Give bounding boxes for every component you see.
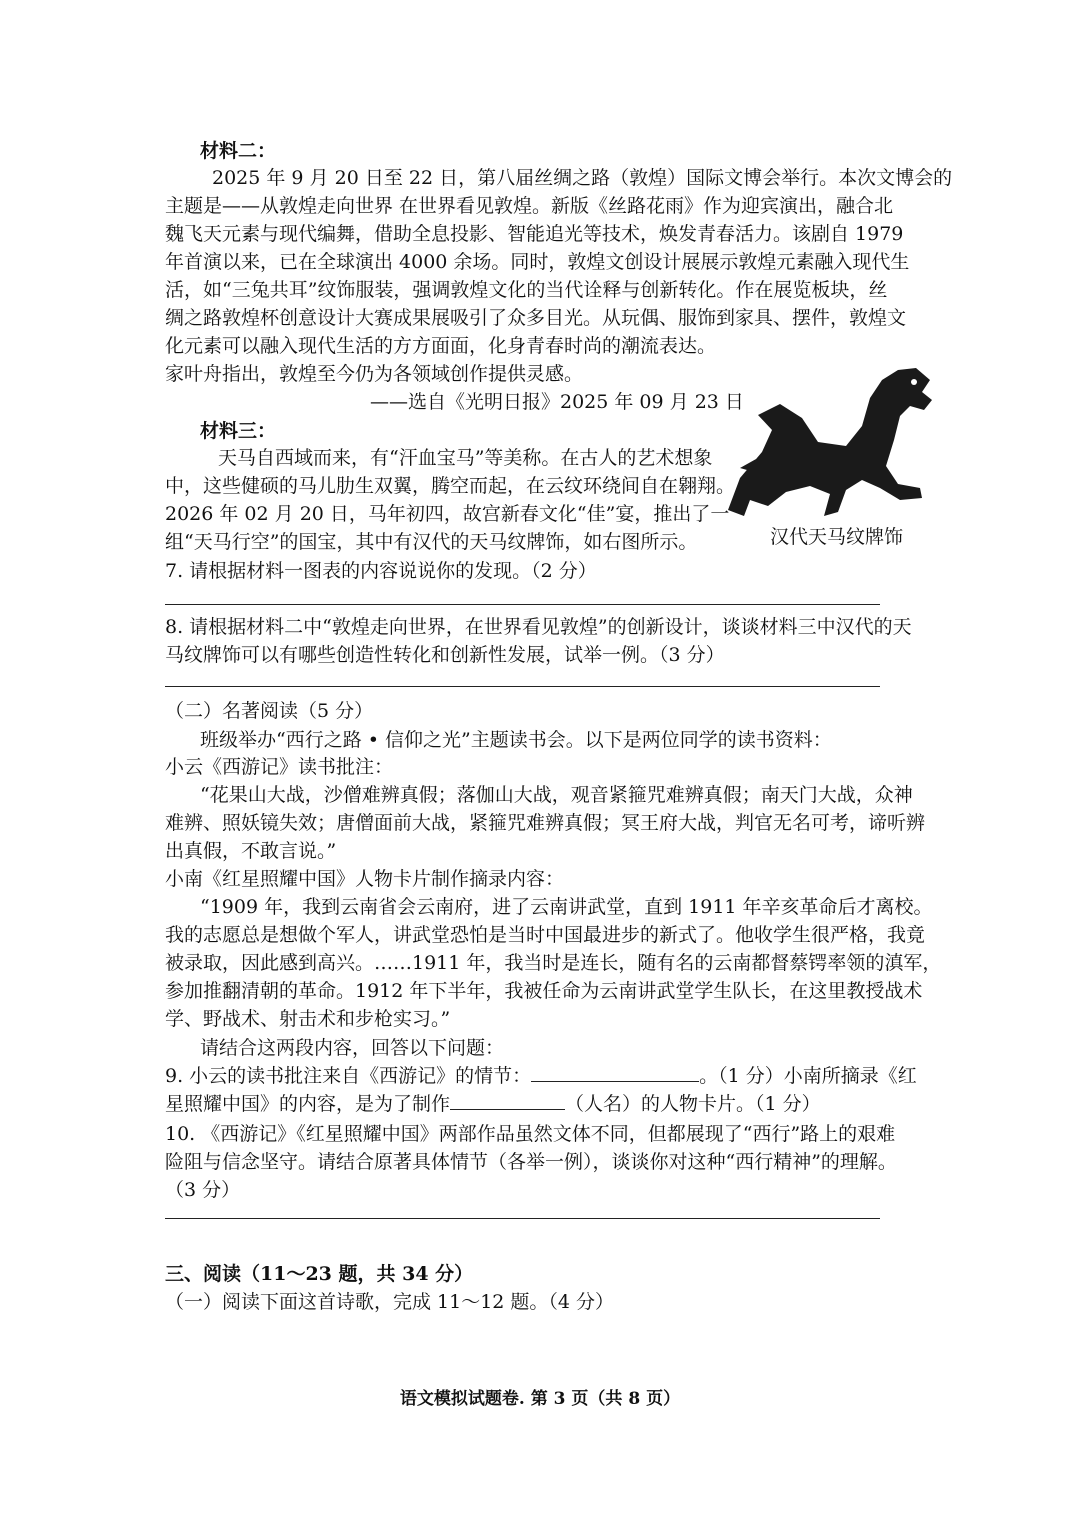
question-9-part-2: 。（1 分）小南所摘录《红 bbox=[699, 1065, 917, 1087]
xiaoyun-line-2: 难辨、照妖镜失效；唐僧面前大战，紧箍咒难辨真假；冥王府大战，判官无名可考，谛听辨 bbox=[165, 812, 926, 834]
answer-line-q7[interactable] bbox=[165, 604, 880, 605]
material2-source: ——选自《光明日报》2025 年 09 月 23 日 bbox=[370, 391, 744, 413]
question-7: 7. 请根据材料一图表的内容说说你的发现。（2 分） bbox=[165, 560, 597, 582]
classics-heading: （二）名著阅读（5 分） bbox=[165, 700, 374, 722]
xiaoyun-line-1: “花果山大战，沙僧难辨真假；落伽山大战，观音紧箍咒难辨真假；南天门大战，众神 bbox=[200, 784, 913, 806]
question-10-line-2: 险阻与信念坚守。请结合原著具体情节（各举一例），谈谈你对这种“西行精神”的理解。 bbox=[165, 1151, 897, 1173]
material3-line-4: 组“天马行空”的国宝，其中有汉代的天马纹牌饰，如右图所示。 bbox=[165, 531, 698, 553]
question-9-part-4: （人名）的人物卡片。（1 分） bbox=[565, 1093, 821, 1115]
material2-line-1: 2025 年 9 月 20 日至 22 日，第八届丝绸之路（敦煌）国际文博会举行。本次文博会的 bbox=[212, 167, 953, 189]
xiaonan-line-4: 参加推翻清朝的革命。1912 年下半年，我被任命为云南讲武堂学生队长，在这里教授战术 bbox=[165, 980, 923, 1002]
answer-line-q10[interactable] bbox=[165, 1218, 880, 1219]
section3-subheading: （一）阅读下面这首诗歌，完成 11～12 题。（4 分） bbox=[165, 1291, 615, 1313]
material3-line-3: 2026 年 02 月 20 日，马年初四，故宫新春文化“佳”宴，推出了一 bbox=[165, 503, 730, 525]
material2-line-5: 活，如“三兔共耳”纹饰服装，强调敦煌文化的当代诠释与创新转化。作在展览板块，丝 bbox=[165, 279, 888, 301]
answer-line-q8[interactable] bbox=[165, 686, 880, 687]
page-footer: 语文模拟试题卷. 第 3 页（共 8 页） bbox=[399, 1389, 681, 1409]
answer-blank-person[interactable] bbox=[450, 1091, 565, 1110]
classics-intro: 班级举办“西行之路 • 信仰之光”主题读书会。以下是两位同学的读书资料： bbox=[200, 729, 832, 751]
classics-prompt: 请结合这两段内容，回答以下问题： bbox=[200, 1037, 505, 1059]
question-8-line-2: 马纹牌饰可以有哪些创造性转化和创新性发展，试举一例。（3 分） bbox=[165, 644, 725, 666]
material2-line-8: 家叶舟指出，敦煌至今仍为各领域创作提供灵感。 bbox=[165, 363, 584, 385]
section3-heading: 三、阅读（11～23 题，共 34 分） bbox=[165, 1263, 474, 1285]
material3-line-2: 中，这些健硕的马儿肋生双翼，腾空而起，在云纹环绕间自在翱翔。 bbox=[165, 475, 736, 497]
material2-line-6: 绸之路敦煌杯创意设计大赛成果展吸引了众多目光。从玩偶、服饰到家具、摆件，敦煌文 bbox=[165, 307, 907, 329]
xiaonan-line-1: “1909 年，我到云南省会云南府，进了云南讲武堂，直到 1911 年辛亥革命后才离校。 bbox=[200, 896, 933, 918]
answer-blank-plot[interactable] bbox=[531, 1063, 699, 1082]
question-9-line-1 bbox=[165, 1063, 917, 1089]
material2-line-4: 年首演以来，已在全球演出 4000 余场。同时，敦煌文创设计展展示敦煌元素融入现代生 bbox=[165, 251, 910, 273]
question-9-line-2 bbox=[165, 1091, 821, 1117]
xiaoyun-label: 小云《西游记》读书批注： bbox=[165, 756, 394, 778]
question-8-line-1: 8. 请根据材料二中“敦煌走向世界，在世界看见敦煌”的创新设计，谈谈材料三中汉代的天 bbox=[165, 616, 912, 638]
han-tianma-plaque-image bbox=[710, 360, 940, 520]
question-10-line-3: （3 分） bbox=[165, 1179, 241, 1201]
question-9-part-3: 星照耀中国》的内容，是为了制作 bbox=[165, 1093, 451, 1115]
xiaonan-line-2: 我的志愿总是想做个军人，讲武堂恐怕是当时中国最进步的新式了。他收学生很严格，我竟 bbox=[165, 924, 926, 946]
material2-line-3: 魏飞天元素与现代编舞，借助全息投影、智能追光等技术，焕发青春活力。该剧自 1979 bbox=[165, 223, 904, 245]
xiaonan-line-3: 被录取，因此感到高兴。……1911 年，我当时是连长，随有名的云南都督蔡锷率领的滇军， bbox=[165, 952, 942, 974]
material3-line-1: 天马自西域而来，有“汗血宝马”等美称。在古人的艺术想象 bbox=[218, 447, 713, 469]
image-caption: 汉代天马纹牌饰 bbox=[770, 526, 904, 548]
xiaoyun-line-3: 出真假，不敢言说。” bbox=[165, 840, 337, 862]
material2-heading: 材料二： bbox=[200, 140, 277, 162]
xiaonan-line-5: 学、野战术、射击术和步枪实习。” bbox=[165, 1008, 451, 1030]
material2-line-7: 化元素可以融入现代生活的方方面面，化身青春时尚的潮流表达。 bbox=[165, 335, 717, 357]
xiaonan-label: 小南《红星照耀中国》人物卡片制作摘录内容： bbox=[165, 868, 565, 890]
question-9-part-1: 9. 小云的读书批注来自《西游记》的情节： bbox=[165, 1065, 532, 1087]
material2-line-2: 主题是——从敦煌走向世界 在世界看见敦煌。新版《丝路花雨》作为迎宾演出，融合北 bbox=[165, 195, 894, 217]
material3-heading: 材料三： bbox=[200, 420, 277, 442]
question-10-line-1: 10. 《西游记》《红星照耀中国》两部作品虽然文体不同，但都展现了“西行”路上的艰难 bbox=[165, 1123, 896, 1145]
